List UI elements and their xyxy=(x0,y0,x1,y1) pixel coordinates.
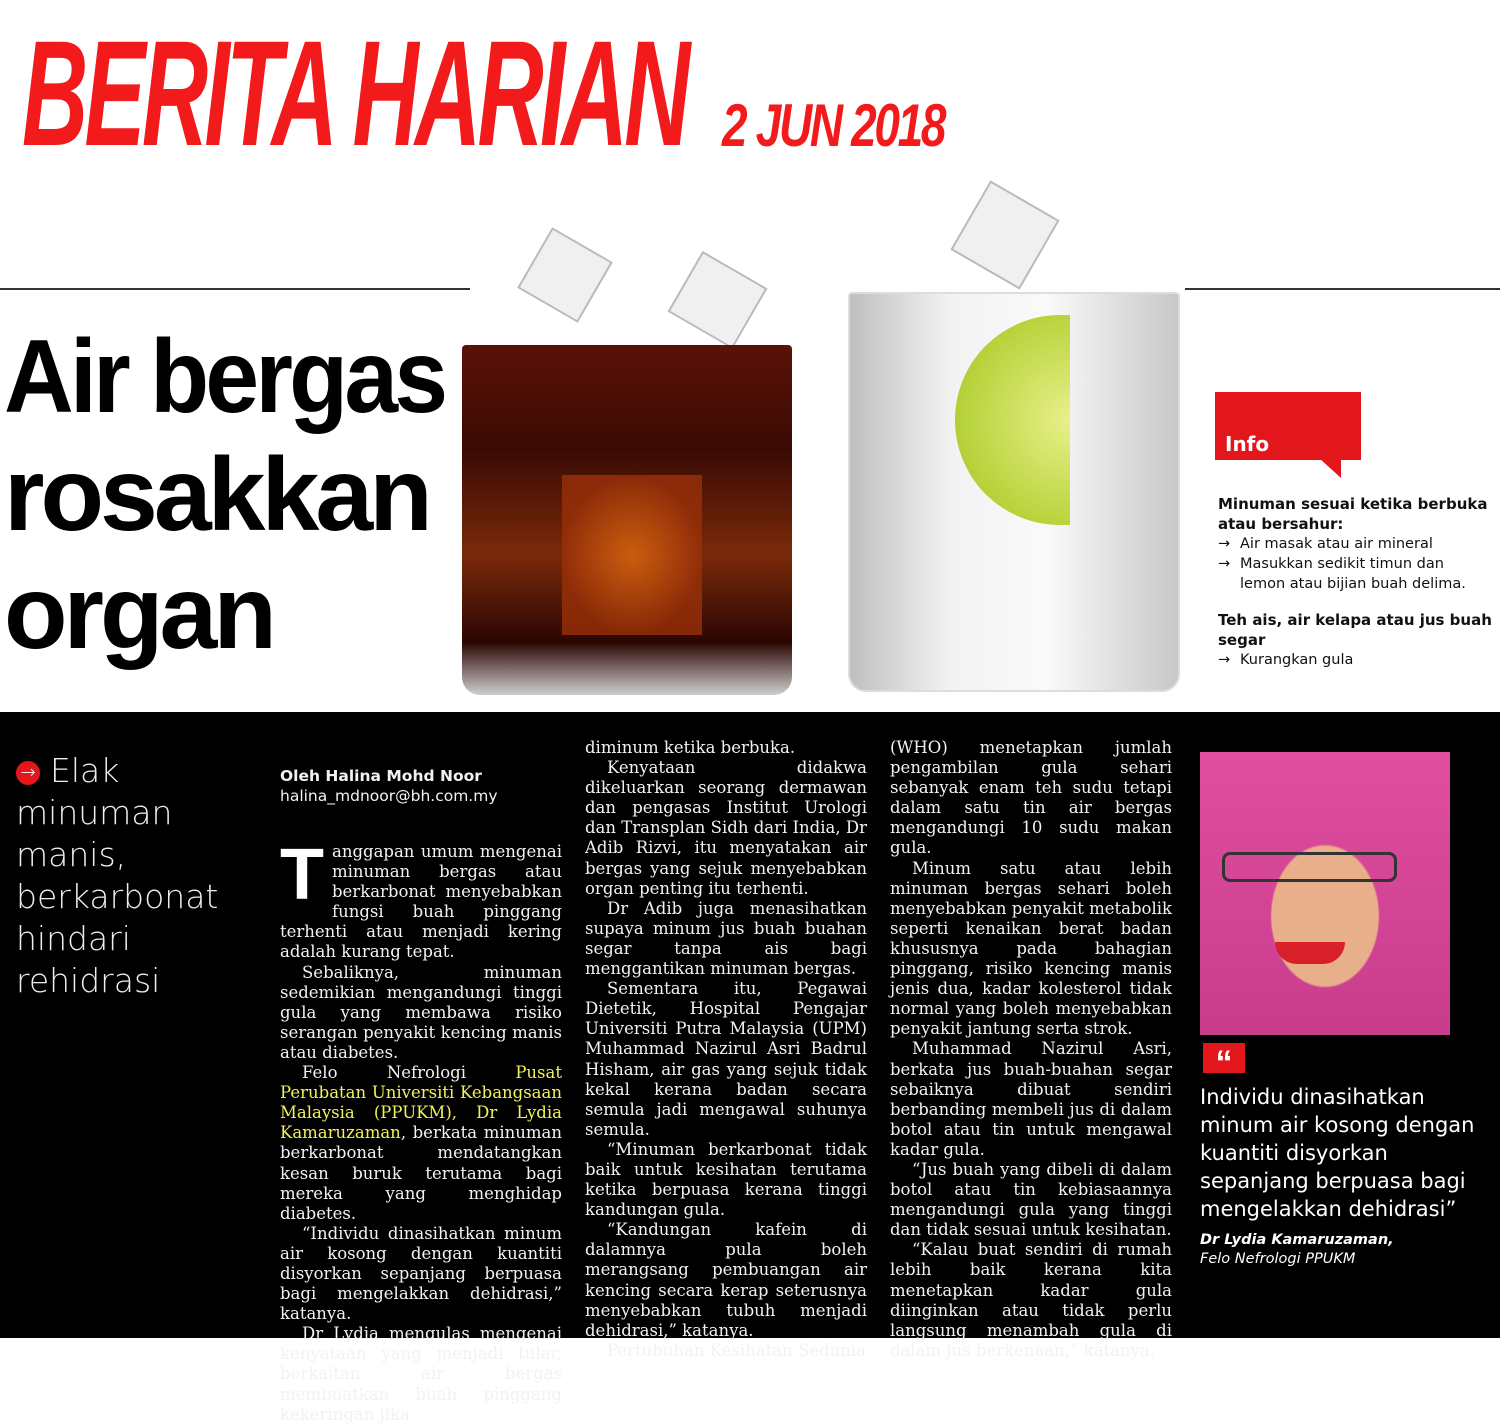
paragraph: “Minuman berkarbonat tidak baik untuk kesihatan terutama ketika berpuasa kerana tinggi kandungan gula. xyxy=(585,1139,867,1220)
publication-date: 2 JUN 2018 xyxy=(722,92,945,159)
headline-row xyxy=(4,318,444,436)
paragraph: Dr Lydia mengulas mengenai kenyataan yang menjadi tular, berkaitan air bergas membuatkan buah pinggang kekeringan jika xyxy=(280,1324,562,1424)
paragraph-text: Felo Nefrologi xyxy=(302,1063,516,1083)
info-item-text: Kurangkan gula xyxy=(1240,652,1354,668)
arrow-icon: → xyxy=(1218,556,1231,572)
paragraph: Kenyataan didakwa dikeluarkan seorang dermawan dan pengasas Institut Urologi dan Transplan Sidh dari India, Dr Adib Rizvi, itu menyatakan air bergas yang sejuk menyebabkan organ penting itu terhenti. xyxy=(585,758,867,898)
article-column-1 xyxy=(280,752,562,1425)
paragraph-text: , berkata minuman berkarbonat mendatangkan kesan buruk terutama bagi mereka yang menghidap diabetes. xyxy=(280,1123,562,1223)
cola-glass-image xyxy=(462,345,792,695)
paragraph: (WHO) menetapkan jumlah pengambilan gula sehari sebanyak enam teh sudu tetapi dalam satu tin air bergas mengandungi 10 sudu makan gula. xyxy=(890,738,1172,858)
headline-row xyxy=(4,554,444,672)
pull-quote: Individu dinasihatkan minum air kosong dengan kuantiti disyorkan sepanjang berpuasa bagi mengelakkan dehidrasi” xyxy=(1200,1085,1475,1221)
info-group-title: Teh ais, air kelapa atau jus buah segar xyxy=(1218,611,1492,649)
paragraph: Dr Adib juga menasihatkan supaya minum jus buah buahan segar tanpa ais bagi menggantikan minuman bergas. xyxy=(585,898,867,979)
drop-cap: T xyxy=(280,835,324,915)
headline-line: Air bergas xyxy=(4,319,445,435)
arrow-circle-icon: → xyxy=(16,761,40,785)
info-group-title: Minuman sesuai ketika berbuka atau bersahur: xyxy=(1218,495,1488,533)
paragraph: “Kandungan kafein di dalamnya pula boleh merangsang pembuangan air kencing secara kerap seterusnya menyebabkan tubuh menjadi dehidrasi,” katanya. xyxy=(585,1220,867,1340)
pull-summary xyxy=(16,750,266,1002)
masthead-title: BERITA HARIAN xyxy=(22,9,687,177)
byline xyxy=(280,766,562,806)
ice-cube-image xyxy=(668,251,768,349)
paragraph-text: anggapan umum mengenai minuman bergas atau berkarbonat menyebabkan fungsi buah pinggang terhenti atau menjadi kering adalah kurang tepat. xyxy=(280,842,562,962)
paragraph: Pertubuhan Kesihatan Sedunia xyxy=(607,1340,866,1360)
info-item xyxy=(1218,650,1493,670)
arrow-icon: → xyxy=(1218,652,1231,668)
paragraph: “Kalau buat sendiri di rumah lebih baik kerana kita menetapkan kadar gula diinginkan atau tidak perlu langsung menambah gula di dalam jus berkenaan,” katanya. xyxy=(890,1240,1172,1360)
pull-quote-block xyxy=(1200,1083,1495,1269)
info-panel xyxy=(1218,494,1493,686)
masthead xyxy=(22,9,687,177)
pull-summary-text: Elak minuman manis, berkarbonat hindari rehidrasi xyxy=(16,751,219,1000)
info-item xyxy=(1218,554,1493,594)
lips-shape xyxy=(1275,942,1345,964)
paragraph: “Jus buah yang dibeli di dalam botol atau tin kebiasaannya mengandungi gula yang tinggi dan tidak sesuai untuk kesihatan. xyxy=(890,1159,1172,1240)
paragraph: Sebaliknya, minuman sedemikian mengandungi tinggi gula yang membawa risiko serangan penyakit kencing manis atau diabetes. xyxy=(280,962,562,1062)
divider xyxy=(0,288,470,290)
info-badge xyxy=(1215,392,1361,460)
headline-line: rosakkan xyxy=(4,437,429,553)
headline-row xyxy=(4,436,444,554)
author-name: Oleh Halina Mohd Noor xyxy=(280,767,482,785)
paragraph xyxy=(280,1063,562,1224)
paragraph xyxy=(280,835,562,963)
paragraph: Sementara itu, Pegawai Dietetik, Hospital Pengajar Universiti Putra Malaysia (UPM) Muhammad Nazirul Asri Badrul Hisham, air gas yang sejuk tidak kekal kerana badan secara semula jadi mengawal suhunya semula. xyxy=(585,979,867,1139)
quote-author: Dr Lydia Kamaruzaman, xyxy=(1200,1232,1394,1248)
publication-date-box xyxy=(722,92,945,160)
ice-cube-image xyxy=(517,227,613,323)
info-item xyxy=(1218,534,1493,554)
info-item-text: Air masak atau air mineral xyxy=(1240,536,1433,552)
article-column-2 xyxy=(585,738,867,1361)
info-item-text: Masukkan sedikit timun dan lemon atau bijian buah delima. xyxy=(1240,556,1466,592)
portrait-photo xyxy=(1200,752,1450,1035)
article-column-3 xyxy=(890,738,1172,1361)
info-label: Info xyxy=(1225,432,1270,456)
eyeglasses-shape xyxy=(1222,852,1397,882)
divider xyxy=(1185,288,1500,290)
headline-line: organ xyxy=(4,555,273,671)
highlighted-text: Pusat Perubatan Universiti Kebangsaan Malaysia (PPUKM), Dr Lydia Kamaruzaman xyxy=(280,1063,562,1143)
quote-attribution xyxy=(1200,1231,1495,1269)
paragraph: “Individu dinasihatkan minum air kosong dengan kuantiti disyorkan sepanjang berpuasa bagi mengelakkan dehidrasi,” katanya. xyxy=(280,1223,562,1324)
headline xyxy=(4,318,444,672)
quote-icon: “ xyxy=(1203,1043,1245,1073)
paragraph: Minum satu atau lebih minuman bergas sehari boleh menyebabkan penyakit metabolik seperti kenaikan berat badan khususnya pada bahagian pinggang, risiko kencing manis jenis dua, kadar kolesterol tidak normal yang boleh menyebabkan penyakit jantung serta strok. xyxy=(890,858,1172,1039)
author-email: halina_mdnoor@bh.com.my xyxy=(280,787,498,805)
paragraph: Muhammad Nazirul Asri, berkata jus buah-buahan segar sebaiknya dibuat sendiri berbanding membeli jus di dalam botol atau tin untuk mengawal kadar gula. xyxy=(890,1039,1172,1159)
ice-cube-image xyxy=(950,180,1059,289)
paragraph: diminum ketika berbuka. xyxy=(585,738,796,757)
arrow-icon: → xyxy=(1218,536,1231,552)
quote-author-title: Felo Nefrologi PPUKM xyxy=(1200,1251,1356,1267)
